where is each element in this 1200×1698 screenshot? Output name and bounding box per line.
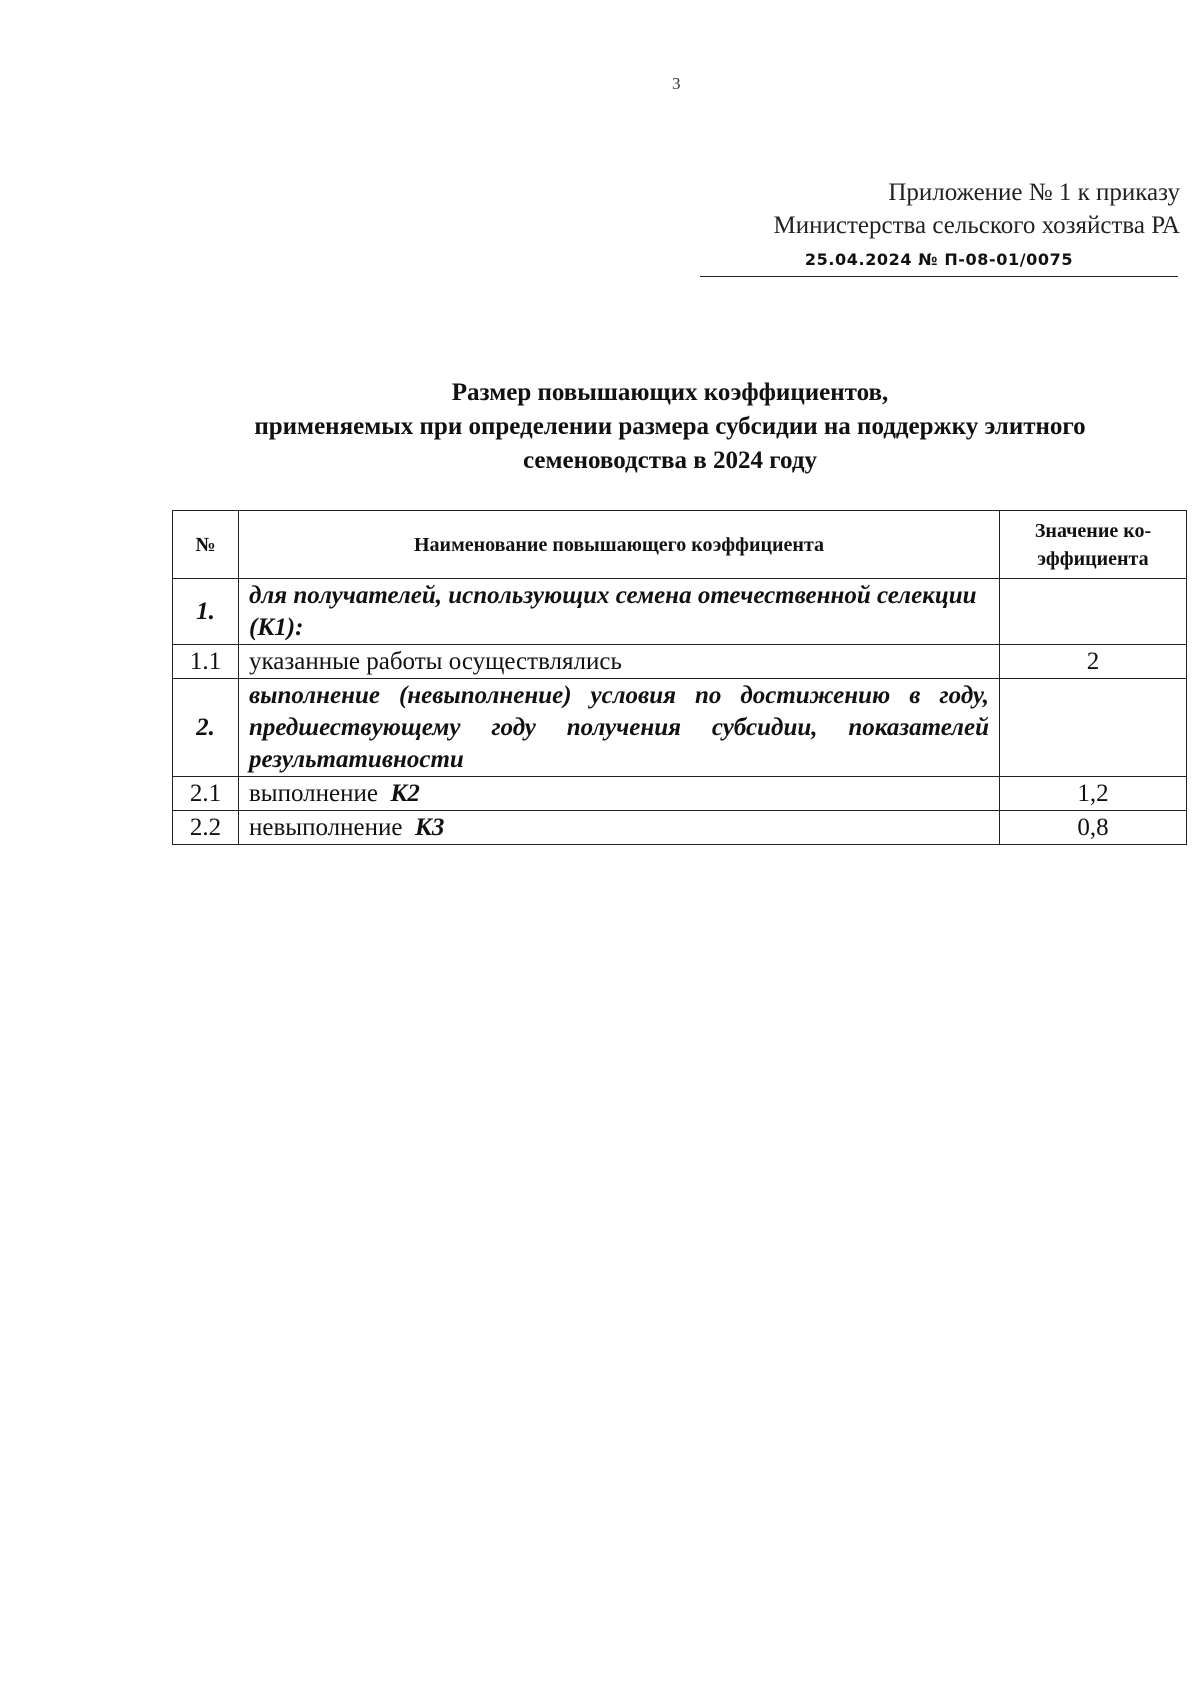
row-num: 2.2 (173, 811, 239, 845)
row-num: 1.1 (173, 645, 239, 679)
header-name: Наименование повышающего коэффициента (239, 511, 1000, 579)
coefficient-code: К3 (414, 813, 445, 841)
table-row (173, 811, 1187, 845)
row-num: 2.1 (173, 777, 239, 811)
row-name-cell (239, 777, 1000, 811)
title-line-3: семеноводства в 2024 году (523, 447, 817, 474)
row-value: 2 (1000, 645, 1187, 679)
row-name: невыполнение (249, 813, 403, 841)
header-num: № (173, 511, 239, 579)
page-number: 3 (672, 74, 681, 93)
row-value: 1,2 (1000, 777, 1187, 811)
appendix-header (690, 176, 1180, 242)
table-row (173, 645, 1187, 679)
title-line-1: Размер повышающих коэффициентов, (451, 379, 889, 406)
table-row (173, 679, 1187, 777)
appendix-line-2: Министерства сельского хозяйства РА (773, 212, 1180, 239)
registration-number: 25.04.2024 № П-08-01/0075 (804, 250, 1074, 269)
title-line-2: применяемых при определении размера субсидии на поддержку элитного (254, 413, 1086, 440)
appendix-line-1: Приложение № 1 к приказу (888, 179, 1180, 206)
row-name: выполнение (невыполнение) условия по достижению в году, предшествующему году получения субсидии, показателей результативности (239, 679, 1000, 777)
coefficient-code: К2 (390, 779, 420, 807)
header-value: Значение ко-эффициента (1000, 511, 1187, 579)
table-row (173, 579, 1187, 645)
row-value: 0,8 (1000, 811, 1187, 845)
row-value (1000, 679, 1187, 777)
row-name: для получателей, использующих семена отечественной селекции (К1): (239, 579, 1000, 645)
registration-stamp (700, 246, 1178, 277)
row-value (1000, 579, 1187, 645)
row-num: 1. (173, 579, 239, 645)
row-name: указанные работы осуществлялись (239, 645, 1000, 679)
row-name: выполнение (249, 779, 378, 807)
document-title (170, 376, 1170, 478)
table-row (173, 777, 1187, 811)
row-num: 2. (173, 679, 239, 777)
coefficients-table (172, 510, 1187, 845)
table-header-row (173, 511, 1187, 579)
row-name-cell (239, 811, 1000, 845)
